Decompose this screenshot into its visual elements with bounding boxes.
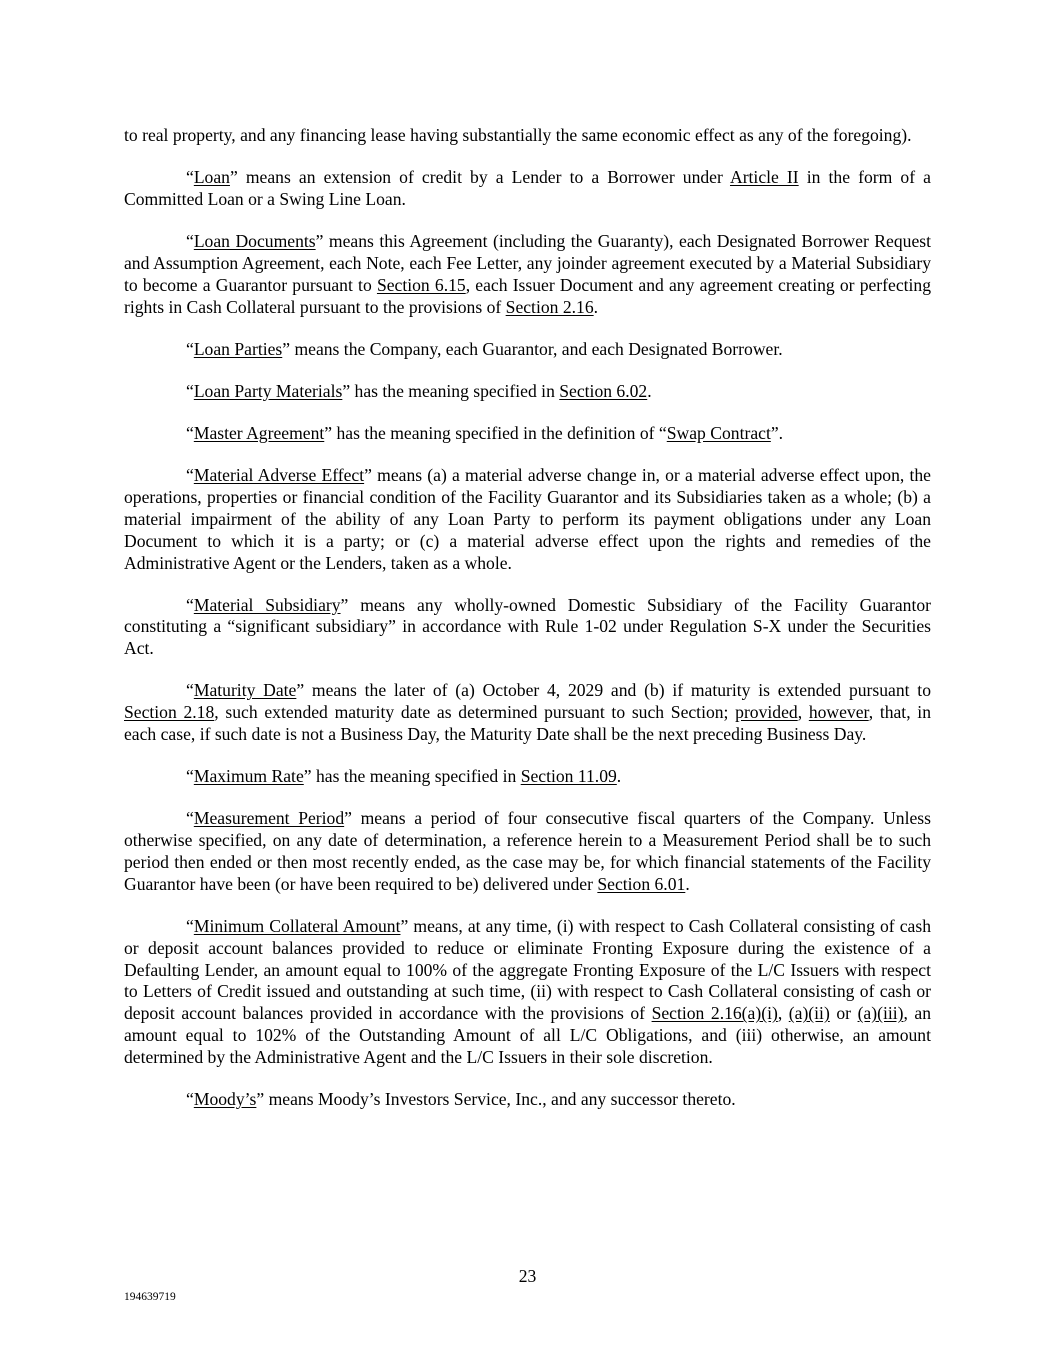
defined-term-maturity-date: Maturity Date bbox=[193, 680, 297, 701]
proviso-however: however bbox=[808, 702, 869, 723]
defined-term-master-agreement: Master Agreement bbox=[193, 423, 325, 444]
reference-swap-contract: Swap Contract bbox=[666, 423, 771, 444]
reference-section-2-16: Section 2.16 bbox=[505, 296, 594, 317]
reference-section-11-09: Section 11.09 bbox=[520, 766, 617, 787]
definition-master-agreement: “Master Agreement” has the meaning specified in the definition of “Swap Contract”. bbox=[186, 423, 784, 444]
definition-minimum-collateral-amount: “Minimum Collateral Amount” means, at any time, (i) with respect to Cash Collateral consisting of cash or deposit account balances provided to reduce or eliminate Fronting Exposure during the existence of a Defaulting Lender, an amount equal to 100% of the aggregate Fronting Exposure of the L/C Issuers with respect to Letters of Credit issued and outstanding at such time, (ii) with respect to Cash Collateral consisting of cash or deposit account balances provided in accordance with the provisions of Section 2.16(a)(i), (a)(ii) or (a)(iii), an amount equal to 102% of the Outstanding Amount of all L/C Obligations, and (iii) otherwise, an amount determined by the Administrative Agent and the L/C Issuers in their sole discretion. bbox=[124, 916, 932, 1067]
reference-article-ii: Article II bbox=[729, 167, 799, 188]
defined-term-loan-parties: Loan Parties bbox=[193, 338, 283, 359]
reference-section-6-01: Section 6.01 bbox=[597, 873, 686, 894]
defined-term-loan-documents: Loan Documents bbox=[193, 231, 316, 252]
definition-maximum-rate: “Maximum Rate” has the meaning specified in Section 11.09. bbox=[186, 766, 622, 787]
defined-term-material-subsidiary: Material Subsidiary bbox=[193, 594, 341, 615]
defined-term-material-adverse-effect: Material Adverse Effect bbox=[193, 465, 365, 486]
reference-section-6-02: Section 6.02 bbox=[559, 380, 648, 401]
page-number: 23 bbox=[518, 1266, 537, 1286]
reference-section-6-15: Section 6.15 bbox=[376, 274, 466, 295]
reference-section-2-16-a-i: Section 2.16(a)(i) bbox=[651, 1003, 778, 1024]
definition-material-adverse-effect: “Material Adverse Effect” means (a) a material adverse change in, or a material adverse effect upon, the operations, properties or financial condition of the Facility Guarantor and its Subsidiaries taken as a whole; (b) a material impairment of the ability of any Loan Party to perform its payment obligations under any Loan Document to which it is a party; or (c) a material adverse effect upon the rights and remedies of the Administrative Agent or the Lenders, taken as a whole. bbox=[124, 465, 931, 573]
defined-term-maximum-rate: Maximum Rate bbox=[193, 766, 304, 787]
defined-term-measurement-period: Measurement Period bbox=[193, 808, 345, 829]
definition-loan-documents: “Loan Documents” means this Agreement (including the Guaranty), each Designated Borrower Request and Assumption Agreement, each Note, each Fee Letter, any joinder agreement executed by a Material Subsidiary to become a Guarantor pursuant to Section 6.15, each Issuer Document and any agreement creating or perfecting rights in Cash Collateral pursuant to the provisions of Section 2.16. bbox=[124, 231, 932, 317]
reference-section-2-18: Section 2.18 bbox=[124, 702, 215, 723]
document-id: 194639719 bbox=[124, 1291, 176, 1303]
proviso-provided: provided bbox=[735, 702, 798, 723]
definition-moodys: “Moody’s” means Moody’s Investors Service, Inc., and any successor thereto. bbox=[186, 1088, 736, 1109]
page-body bbox=[124, 125, 931, 1131]
definition-loan-parties: “Loan Parties” means the Company, each Guarantor, and each Designated Borrower. bbox=[186, 338, 783, 359]
definition-loan: “Loan” means an extension of credit by a Lender to a Borrower under Article II in the form of a Committed Loan or a Swing Line Loan. bbox=[124, 167, 931, 209]
definition-maturity-date: “Maturity Date” means the later of (a) October 4, 2029 and (b) if maturity is extended pursuant to Section 2.18, such extended maturity date as determined pursuant to such Section; provided, however, that, in each case, if such date is not a Business Day, the Maturity Date shall be the next preceding Business Day. bbox=[124, 680, 931, 745]
definition-material-subsidiary: “Material Subsidiary” means any wholly-owned Domestic Subsidiary of the Facility Guarantor constituting a “significant subsidiary” in accordance with Rule 1-02 under Regulation S-X under the Securities Act. bbox=[124, 594, 931, 659]
defined-term-loan-party-materials: Loan Party Materials bbox=[193, 380, 343, 401]
intro-paragraph: to real property, and any financing lease having substantially the same economic effect as any of the foregoing). bbox=[124, 125, 912, 145]
definition-loan-party-materials: “Loan Party Materials” has the meaning specified in Section 6.02. bbox=[186, 380, 652, 401]
reference-a-iii: (a)(iii) bbox=[857, 1003, 904, 1024]
defined-term-loan: Loan bbox=[193, 167, 230, 188]
defined-term-moodys: Moody’s bbox=[193, 1088, 257, 1109]
definition-measurement-period: “Measurement Period” means a period of four consecutive fiscal quarters of the Company. Unless otherwise specified, on any date of determination, a reference herein to a Measurement Period shall be to such period then ended or then most recently ended, as the case may be, for which financial statements of the Facility Guarantor have been (or have been required to be) delivered under Section 6.01. bbox=[124, 808, 931, 894]
reference-a-ii: (a)(ii) bbox=[788, 1003, 830, 1024]
defined-term-minimum-collateral-amount: Minimum Collateral Amount bbox=[193, 916, 401, 937]
